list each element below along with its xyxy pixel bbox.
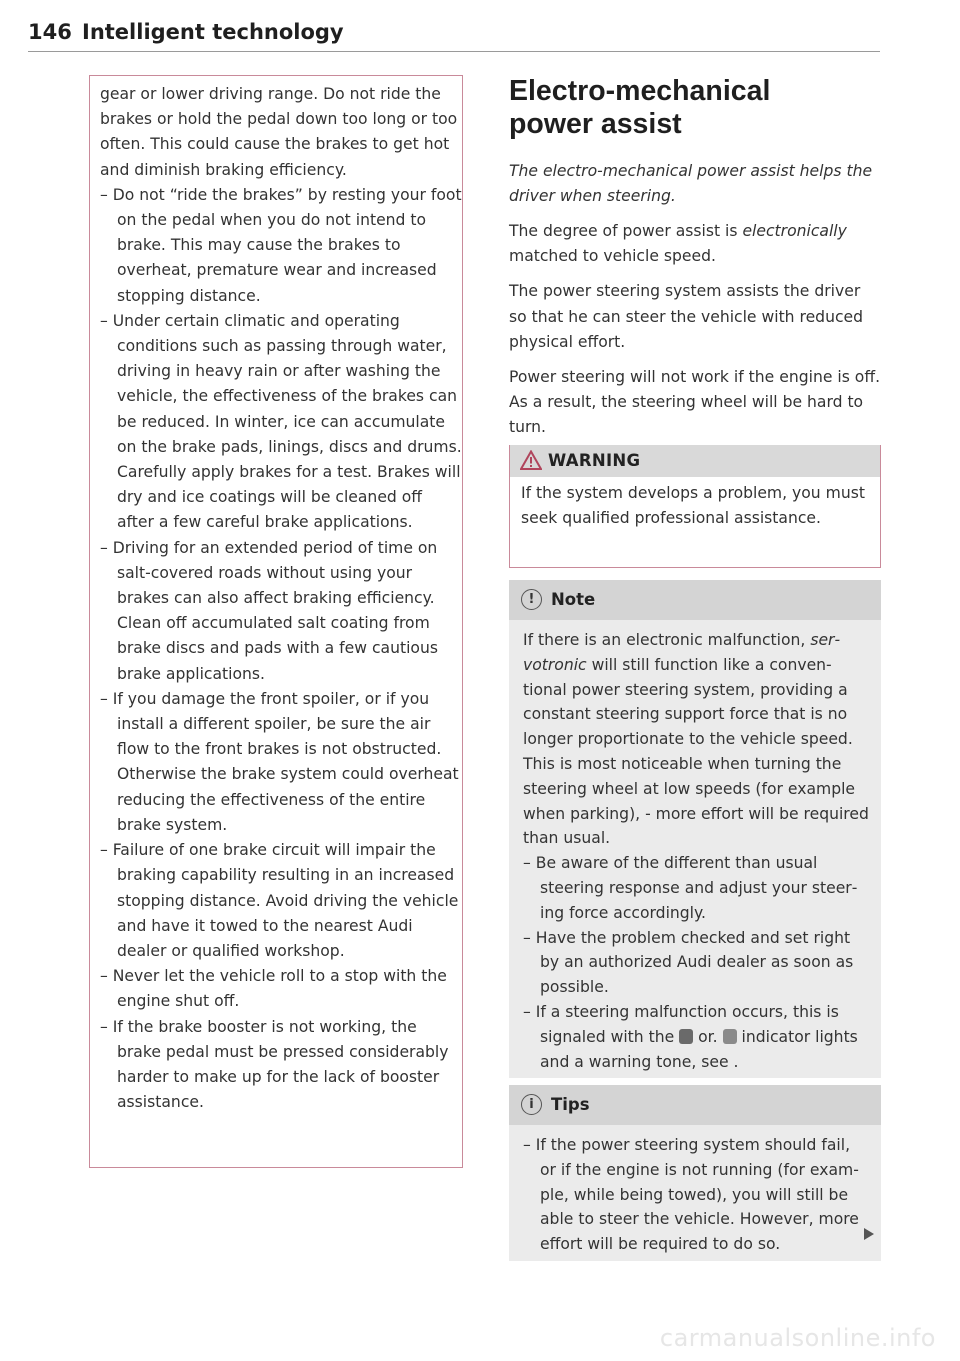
warning-header: [510, 445, 880, 477]
tips-box: [509, 1085, 881, 1261]
list-item: – Failure of one brake circuit will impair the braking capability resulting in an increased stopping distance. Avoid driving the vehicle and have it towed to the nearest Audi dealer or qualified workshop.: [100, 841, 459, 960]
list-item: – If the brake booster is not working, the brake pedal must be pressed considerably harder to make up for the lack of booster assistance.: [100, 1017, 449, 1112]
list-item: – Have the problem checked and set right by an authorized Audi dealer as soon as possible.: [523, 928, 854, 997]
tips-header: [509, 1085, 881, 1125]
heading: Electro-mechanical power assist: [509, 75, 771, 140]
list-item: – Be aware of the different than usual steering response and adjust your steering force accordingly.: [523, 854, 858, 922]
steering-indicator-yellow-icon: [679, 1029, 693, 1044]
tips-title: Tips: [551, 1095, 590, 1114]
intro-text: The electro-mechanical power assist helps the driver when steering.: [509, 162, 873, 205]
warning-triangle-icon: [520, 450, 542, 470]
warning-continued-paragraph: gear or lower driving range. Do not ride the brakes or hold the pedal down too long or too often. This could cause the brakes to get hot and diminish braking efficiency.: [100, 85, 458, 179]
list-item: – If the power steering system should fail, or if the engine is not running (for example, while being towed), you will still be able to steer the vehicle. However, more effort will be required to do so.: [523, 1136, 859, 1254]
warning-box: [509, 445, 881, 568]
tips-body: [509, 1125, 881, 1261]
header-divider: [28, 51, 880, 52]
paragraph: Power steering will not work if the engine is off. As a result, the steering wheel will be hard to turn.: [509, 368, 881, 437]
list-item: – If you damage the front spoiler, or if you install a different spoiler, be sure the air flow to the front brakes is not obstructed. Otherwise the brake system could overheat reducing the effectiveness of the entire brake system.: [100, 689, 459, 834]
info-icon: i: [521, 1094, 542, 1115]
page-number: 146: [28, 20, 72, 44]
page-header: [28, 20, 880, 54]
brake-warning-text: [100, 82, 462, 1115]
note-body: [509, 620, 881, 1078]
note-box: [509, 580, 881, 1078]
watermark: [0, 1314, 960, 1361]
list-item: – If a steering malfunction occurs, this is signaled with the or. indicator lights and a warning tone, see .: [523, 1002, 858, 1071]
power-assist-section: [509, 75, 881, 441]
paragraph: The degree of power assist is electronically matched to vehicle speed.: [509, 222, 847, 266]
list-item: – Do not “ride the brakes” by resting your foot on the pedal when you do not intend to brake. This may cause the brakes to overheat, premature wear and increased stopping distance.: [100, 185, 462, 305]
watermark-text: carmanualsonline.info: [659, 1324, 936, 1352]
exclamation-icon: !: [521, 589, 542, 610]
warning-title: WARNING: [548, 451, 641, 470]
list-item: – Under certain climatic and operating conditions such as passing through water, driving in heavy rain or after washing the vehicle, the effectiveness of the brakes can be reduced. In winter, ice can accumulate on the brake pads, linings, discs and drums. Carefully apply brakes for a test. Brakes will dry and ice coatings will be cleaned off after a few careful brake applications.: [100, 311, 462, 532]
steering-indicator-red-icon: [723, 1029, 737, 1044]
warning-body: If the system develops a problem, you must seek qualified professional assistance.: [521, 484, 865, 528]
continue-arrow-icon: [864, 1228, 874, 1240]
note-paragraph: If there is an electronic malfunction, servotronic will still function like a conventional power steering system, providing a constant steering support force that is no longer proportionate to the vehicle speed. This is most noticeable when turning the steering wheel at low speeds (for example when parking), - more effort will be required than usual.: [523, 631, 869, 848]
note-header: [509, 580, 881, 620]
note-title: Note: [551, 590, 596, 609]
section-title: Intelligent technology: [82, 20, 344, 44]
list-item: – Driving for an extended period of time on salt-covered roads without using your brakes can also affect braking efficiency. Clean off accumulated salt coating from brake discs and pads with a few cautious brake applications.: [100, 538, 438, 683]
paragraph: The power steering system assists the driver so that he can steer the vehicle with reduced physical effort.: [509, 282, 864, 351]
list-item: – Never let the vehicle roll to a stop with the engine shut off.: [100, 967, 447, 1011]
